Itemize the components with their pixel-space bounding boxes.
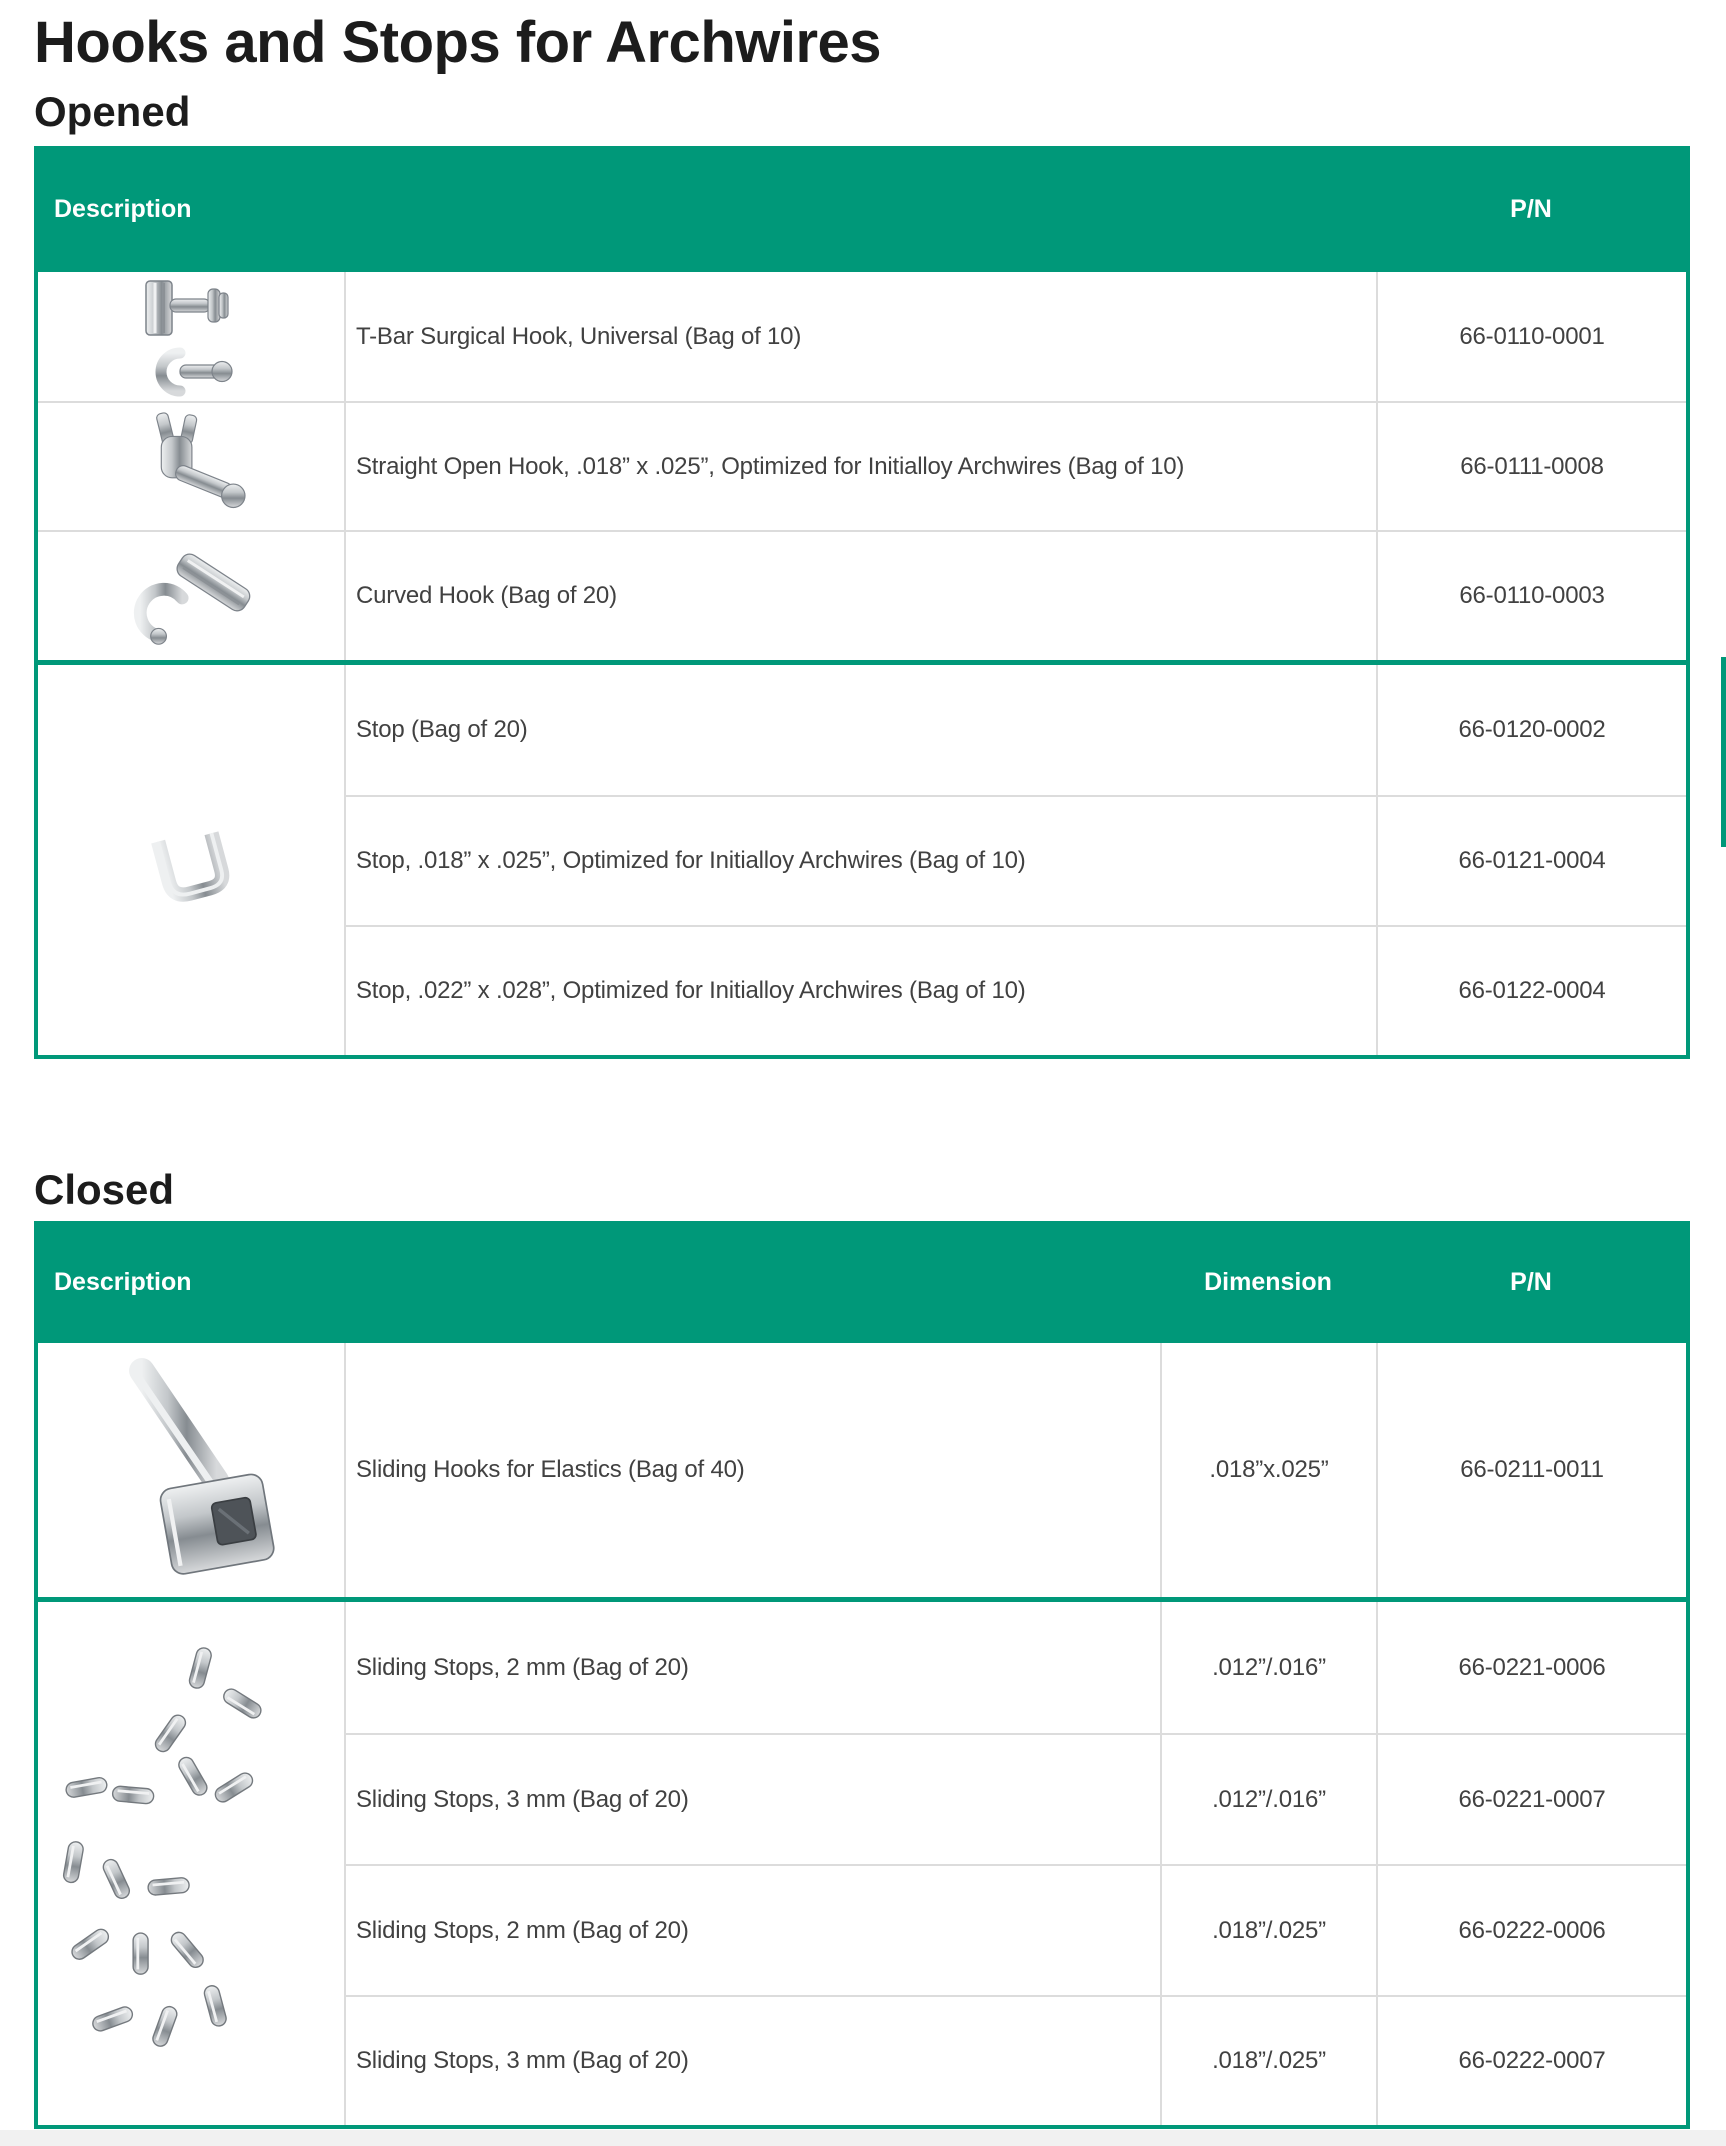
scroll-indicator[interactable] <box>1721 657 1726 847</box>
closed-table-header <box>38 1221 1686 1343</box>
stop-image <box>38 665 344 1055</box>
section-heading-closed: Closed <box>34 1166 175 1213</box>
description-cell: Curved Hook (Bag of 20) <box>344 530 1376 660</box>
stop-image <box>134 803 249 918</box>
t-bar-surgical-hook-image <box>116 273 266 401</box>
pn-cell: 66-0110-0003 <box>1376 530 1686 660</box>
col-header-description: Description <box>54 194 192 223</box>
sliding-hook-image <box>38 1343 344 1597</box>
closed-table-body <box>38 1343 1686 2125</box>
description-cell: Sliding Stops, 3 mm (Bag of 20) <box>344 1733 1160 1864</box>
description-cell: T-Bar Surgical Hook, Universal (Bag of 10) <box>344 272 1376 401</box>
pn-cell: 66-0111-0008 <box>1376 401 1686 530</box>
opened-table <box>34 146 1690 1059</box>
pn-cell: 66-0122-0004 <box>1376 925 1686 1055</box>
pn-cell: 66-0121-0004 <box>1376 795 1686 925</box>
col-header-description: Description <box>54 1267 192 1296</box>
description-cell: Stop, .018” x .025”, Optimized for Initialloy Archwires (Bag of 10) <box>344 795 1376 925</box>
pn-cell: 66-0211-0011 <box>1376 1343 1686 1597</box>
dimension-cell: .012”/.016” <box>1160 1602 1376 1733</box>
opened-table-body <box>38 272 1686 1055</box>
sliding-hook-image <box>86 1347 296 1593</box>
pn-cell: 66-0222-0006 <box>1376 1864 1686 1995</box>
pn-cell: 66-0110-0001 <box>1376 272 1686 401</box>
description-cell: Sliding Stops, 2 mm (Bag of 20) <box>344 1864 1160 1995</box>
description-cell: Stop (Bag of 20) <box>344 665 1376 795</box>
dimension-cell: .012”/.016” <box>1160 1733 1376 1864</box>
curved-hook-image <box>116 537 266 655</box>
col-header-dimension: Dimension <box>1204 1267 1332 1296</box>
description-cell: Sliding Stops, 2 mm (Bag of 20) <box>344 1602 1160 1733</box>
sliding-stops-cluster-image <box>38 1602 344 2125</box>
description-cell: Straight Open Hook, .018” x .025”, Optimized for Initialloy Archwires (Bag of 10) <box>344 401 1376 530</box>
dimension-cell: .018”/.025” <box>1160 1864 1376 1995</box>
curved-hook-image <box>38 530 344 660</box>
pn-cell: 66-0222-0007 <box>1376 1995 1686 2125</box>
straight-open-hook-image <box>116 404 266 530</box>
section-heading-opened: Opened <box>34 88 191 135</box>
closed-table <box>34 1221 1690 2129</box>
dimension-cell: .018”/.025” <box>1160 1995 1376 2125</box>
pn-cell: 66-0221-0007 <box>1376 1733 1686 1864</box>
col-header-pn: P/N <box>1510 194 1552 223</box>
page-title: Hooks and Stops for Archwires <box>34 10 882 75</box>
opened-table-header <box>38 146 1686 272</box>
description-cell: Sliding Stops, 3 mm (Bag of 20) <box>344 1995 1160 2125</box>
dimension-cell: .018”x.025” <box>1160 1343 1376 1597</box>
pn-cell: 66-0120-0002 <box>1376 665 1686 795</box>
t-bar-surgical-hook-image <box>38 272 344 401</box>
pn-cell: 66-0221-0006 <box>1376 1602 1686 1733</box>
description-cell: Sliding Hooks for Elastics (Bag of 40) <box>344 1343 1160 1597</box>
catalog-page <box>0 8 1726 2129</box>
sliding-stops-cluster-image <box>51 1639 331 2089</box>
description-cell: Stop, .022” x .028”, Optimized for Initialloy Archwires (Bag of 10) <box>344 925 1376 1055</box>
page-bottom-strip <box>0 2130 1726 2146</box>
col-header-pn: P/N <box>1510 1267 1552 1296</box>
straight-open-hook-image <box>38 401 344 530</box>
